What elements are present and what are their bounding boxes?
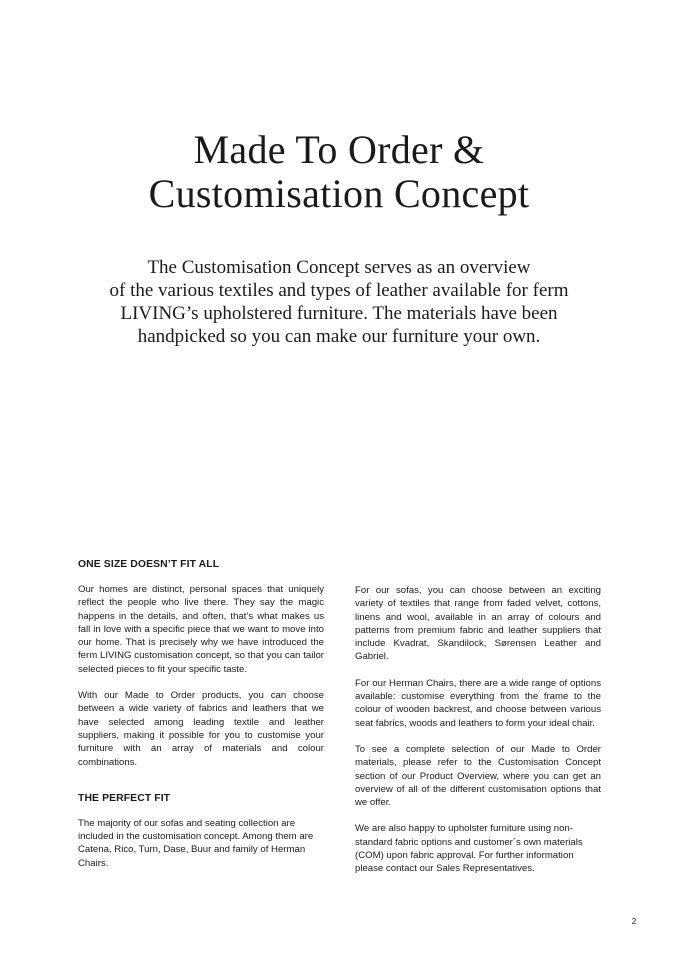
- page-number: 2: [631, 917, 637, 926]
- intro-line: of the various textiles and types of leather available for ferm: [109, 280, 569, 301]
- section-heading-perfect-fit: THE PERFECT FIT: [78, 792, 171, 804]
- intro-line: LIVING’s upholstered furniture. The materials have been: [120, 303, 558, 324]
- body-paragraph: Our homes are distinct, personal spaces that uniquely reflect the people who live there. They say the magic happens in the details, and often, that’s what makes us fall in love with a specific piece that we want to move into our home. That is precisely why we have introduced the ferm LIVING customisation concept, so that you can tailor selected pieces to fit your specific taste.: [78, 584, 324, 675]
- title-line-1: Made To Order &: [193, 127, 485, 172]
- body-paragraph: To see a complete selection of our Made to Order materials, please refer to the Customisation Concept section of our Product Overview, where you can get an overview of all of the different customisation options that we offer.: [355, 743, 601, 809]
- section-heading-one-size: ONE SIZE DOESN’T FIT ALL: [78, 559, 220, 570]
- body-paragraph: We are also happy to upholster furniture using non-standard fabric options and customer´s own materials (COM) upon fabric approval. For further information please contact our Sales Representatives.: [355, 823, 583, 875]
- intro-line: handpicked so you can make our furniture your own.: [137, 326, 541, 347]
- right-column: [355, 584, 601, 876]
- page-title: [0, 128, 678, 216]
- title-line-2: Customisation Concept: [148, 171, 530, 216]
- body-paragraph: For our sofas, you can choose between an exciting variety of textiles that range from faded velvet, cottons, linens and wool, available in an array of colours and patterns from premium fabric and leather suppliers that include Kvadrat, Skandilock, Sørensen Leather and Gabriel.: [355, 585, 601, 663]
- body-paragraph: With our Made to Order products, you can choose between a wide variety of fabrics and leathers that we have selected among leading textile and leather suppliers, making it possible for you to customise your furniture with an array of materials and colour combinations.: [78, 690, 324, 768]
- body-paragraph: For our Herman Chairs, there are a wide range of options available: customise everything from the frame to the colour of wooden backrest, and choose between various seat fabrics, woods and leathers to form your ideal chair.: [355, 677, 601, 729]
- body-paragraph: The majority of our sofas and seating collection are included in the customisation concept. Among them are Catena, Rico, Turn, Dase, Buur and family of Herman Chairs.: [78, 817, 314, 869]
- intro-paragraph: [60, 256, 618, 348]
- left-column: [78, 558, 324, 870]
- intro-line: The Customisation Concept serves as an overview: [147, 257, 531, 278]
